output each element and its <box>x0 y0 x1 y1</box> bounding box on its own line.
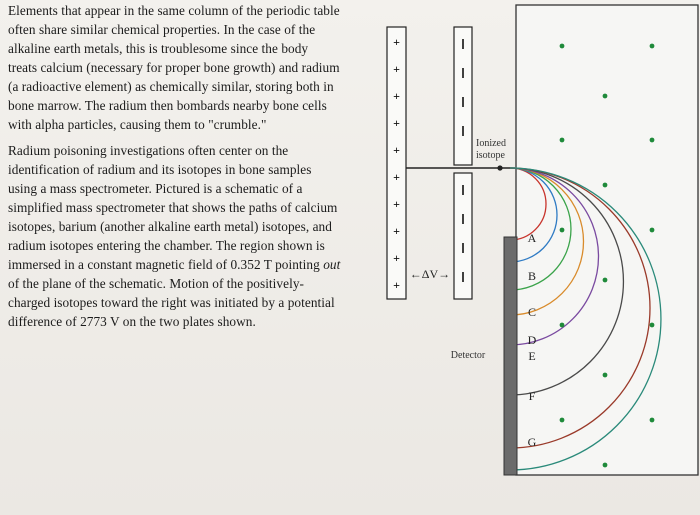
text-line: identification of radium and its isotopes in bone samples <box>8 162 312 177</box>
plus-sign: + <box>393 251 400 265</box>
field-dot <box>650 228 655 233</box>
field-dot <box>603 278 608 283</box>
plus-sign: + <box>393 278 400 292</box>
text-line <box>8 255 358 274</box>
field-dot <box>650 323 655 328</box>
text-line: using a mass spectrometer. Pictured is a schematic of a <box>8 181 303 196</box>
field-dot <box>650 418 655 423</box>
field-dot <box>560 418 565 423</box>
text-line: radium isotopes entering the chamber. The region shown is <box>8 238 325 253</box>
problem-paragraph <box>8 141 358 331</box>
path-label: A <box>527 231 537 245</box>
field-dot <box>650 138 655 143</box>
path-label: C <box>527 305 537 319</box>
plus-sign: + <box>393 116 400 130</box>
field-dot <box>650 44 655 49</box>
text-line: of the plane of the schematic. Motion of the positively- <box>8 276 304 291</box>
path-label: B <box>527 269 537 283</box>
field-dot <box>603 463 608 468</box>
text-line: often share similar chemical properties. In the case of the <box>8 22 316 37</box>
text-line: Elements that appear in the same column of the periodic table <box>8 3 340 18</box>
plus-sign: + <box>393 62 400 76</box>
text-line: alkaline earth metals, this is troublesome since the body <box>8 41 309 56</box>
detector-bar <box>504 237 517 475</box>
ionized-label: Ionized <box>476 138 506 149</box>
plus-sign: + <box>393 143 400 157</box>
plus-sign: + <box>393 35 400 49</box>
mass-spectrometer-diagram <box>380 0 700 515</box>
path-label: E <box>528 349 536 363</box>
field-dot <box>560 323 565 328</box>
field-dot <box>560 228 565 233</box>
plus-sign: + <box>393 197 400 211</box>
plus-sign: + <box>393 170 400 184</box>
emphasis-out: out <box>323 257 341 272</box>
text-line: charged isotopes toward the right was initiated by a potential <box>8 295 335 310</box>
field-region <box>516 5 698 475</box>
ion-source-point <box>497 165 502 170</box>
field-dot <box>603 373 608 378</box>
field-dot <box>560 138 565 143</box>
plus-sign: + <box>393 224 400 238</box>
plus-sign: + <box>393 89 400 103</box>
text-line-part: immersed in a constant magnetic field of 0.352 T pointing <box>8 257 324 272</box>
field-dot <box>603 183 608 188</box>
text-line: difference of 2773 V on the two plates shown. <box>8 314 256 329</box>
intro-paragraph <box>8 1 358 134</box>
text-line: treats calcium (necessary for proper bone growth) and radium <box>8 60 340 75</box>
detector-label: Detector <box>450 350 486 361</box>
isotope-label: isotope <box>476 150 505 161</box>
text-line: isotopes, barium (another alkaline earth metal) isotopes, and <box>8 219 332 234</box>
path-label: G <box>527 435 537 449</box>
text-line: with alpha particles, causing them to "crumble." <box>8 117 267 132</box>
field-dot <box>560 44 565 49</box>
text-line: (a radioactive element) as chemically similar, storing both in <box>8 79 334 94</box>
text-line: bone marrow. The radium then bombards nearby bone cells <box>8 98 327 113</box>
text-line: simplified mass spectrometer that shows the paths of calcium <box>8 200 338 215</box>
voltage-label: ←ΔV→ <box>409 267 451 281</box>
path-label: D <box>527 333 537 347</box>
field-dot <box>603 94 608 99</box>
path-label: F <box>528 389 536 403</box>
text-line: Radium poisoning investigations often center on the <box>8 143 289 158</box>
